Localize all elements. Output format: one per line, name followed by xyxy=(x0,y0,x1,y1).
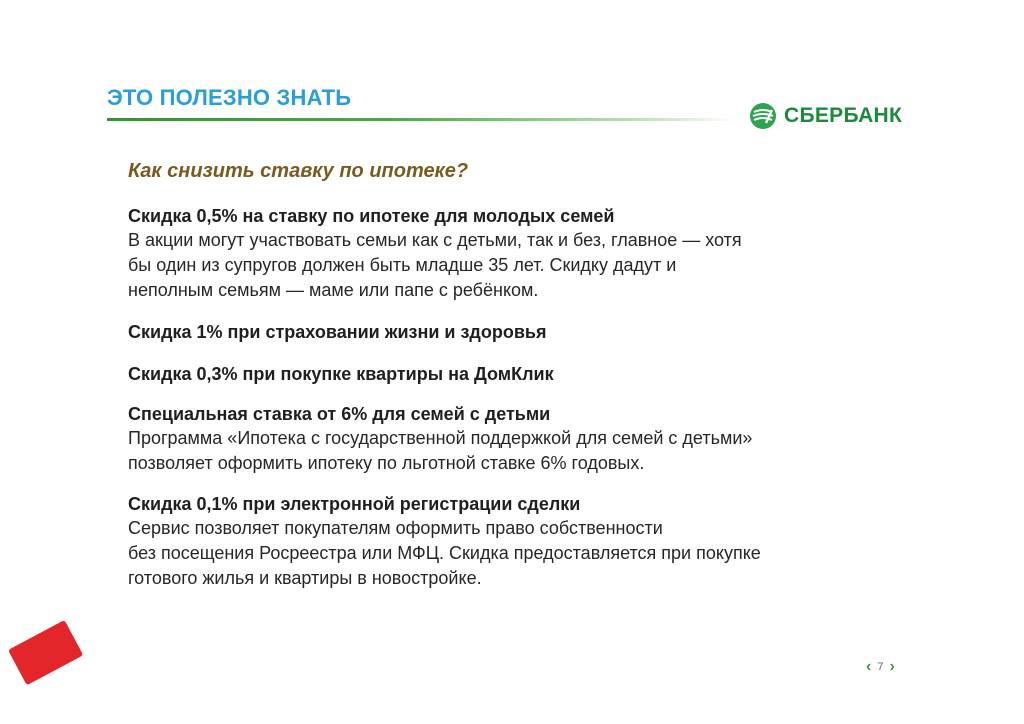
watermark-stamp xyxy=(8,620,85,689)
body-line: готового жилья и квартиры в новостройке. xyxy=(128,568,482,588)
header-divider xyxy=(107,118,737,121)
section-body xyxy=(128,426,908,476)
section-body xyxy=(128,516,908,591)
section-question: Как снизить ставку по ипотеке? xyxy=(128,160,469,182)
section-heading: Скидка 1% при страховании жизни и здоровья xyxy=(128,322,547,342)
prev-page-button[interactable]: ‹ xyxy=(866,658,872,675)
logo-text: СБЕРБАНК xyxy=(784,104,903,127)
body-line: без посещения Росреестра или МФЦ. Скидка предоставляется при покупке xyxy=(128,543,761,563)
page-number: 7 xyxy=(877,661,884,673)
section-body xyxy=(128,228,908,303)
body-line: бы один из супругов должен быть младше 35 лет. Скидку дадут и xyxy=(128,255,677,275)
body-line: позволяет оформить ипотеку по льготной ставке 6% годовых. xyxy=(128,453,645,473)
discount-e-registration xyxy=(128,492,908,591)
sberbank-logo xyxy=(748,101,902,131)
sberbank-logo-icon xyxy=(748,101,778,131)
section-heading: Скидка 0,3% при покупке квартиры на ДомКлик xyxy=(128,364,554,384)
page-navigation xyxy=(866,658,895,676)
section-heading: Скидка 0,5% на ставку по ипотеке для молодых семей xyxy=(128,206,615,226)
discount-young-families xyxy=(128,204,908,303)
discount-domclick xyxy=(128,362,908,386)
next-page-button[interactable]: › xyxy=(889,658,895,675)
body-line: В акции могут участвовать семьи как с детьми, так и без, главное — хотя xyxy=(128,230,742,250)
body-line: Программа «Ипотека с государственной поддержкой для семей с детьми» xyxy=(128,428,753,448)
discount-insurance xyxy=(128,320,908,344)
page-title: ЭТО ПОЛЕЗНО ЗНАТЬ xyxy=(107,85,352,110)
section-heading: Скидка 0,1% при электронной регистрации сделки xyxy=(128,494,581,514)
body-line: неполным семьям — маме или папе с ребёнком. xyxy=(128,280,539,300)
body-line: Сервис позволяет покупателям оформить право собственности xyxy=(128,518,663,538)
special-rate-families xyxy=(128,402,908,476)
section-heading: Специальная ставка от 6% для семей с детьми xyxy=(128,404,551,424)
photo-converter-stamp-icon xyxy=(8,620,83,685)
